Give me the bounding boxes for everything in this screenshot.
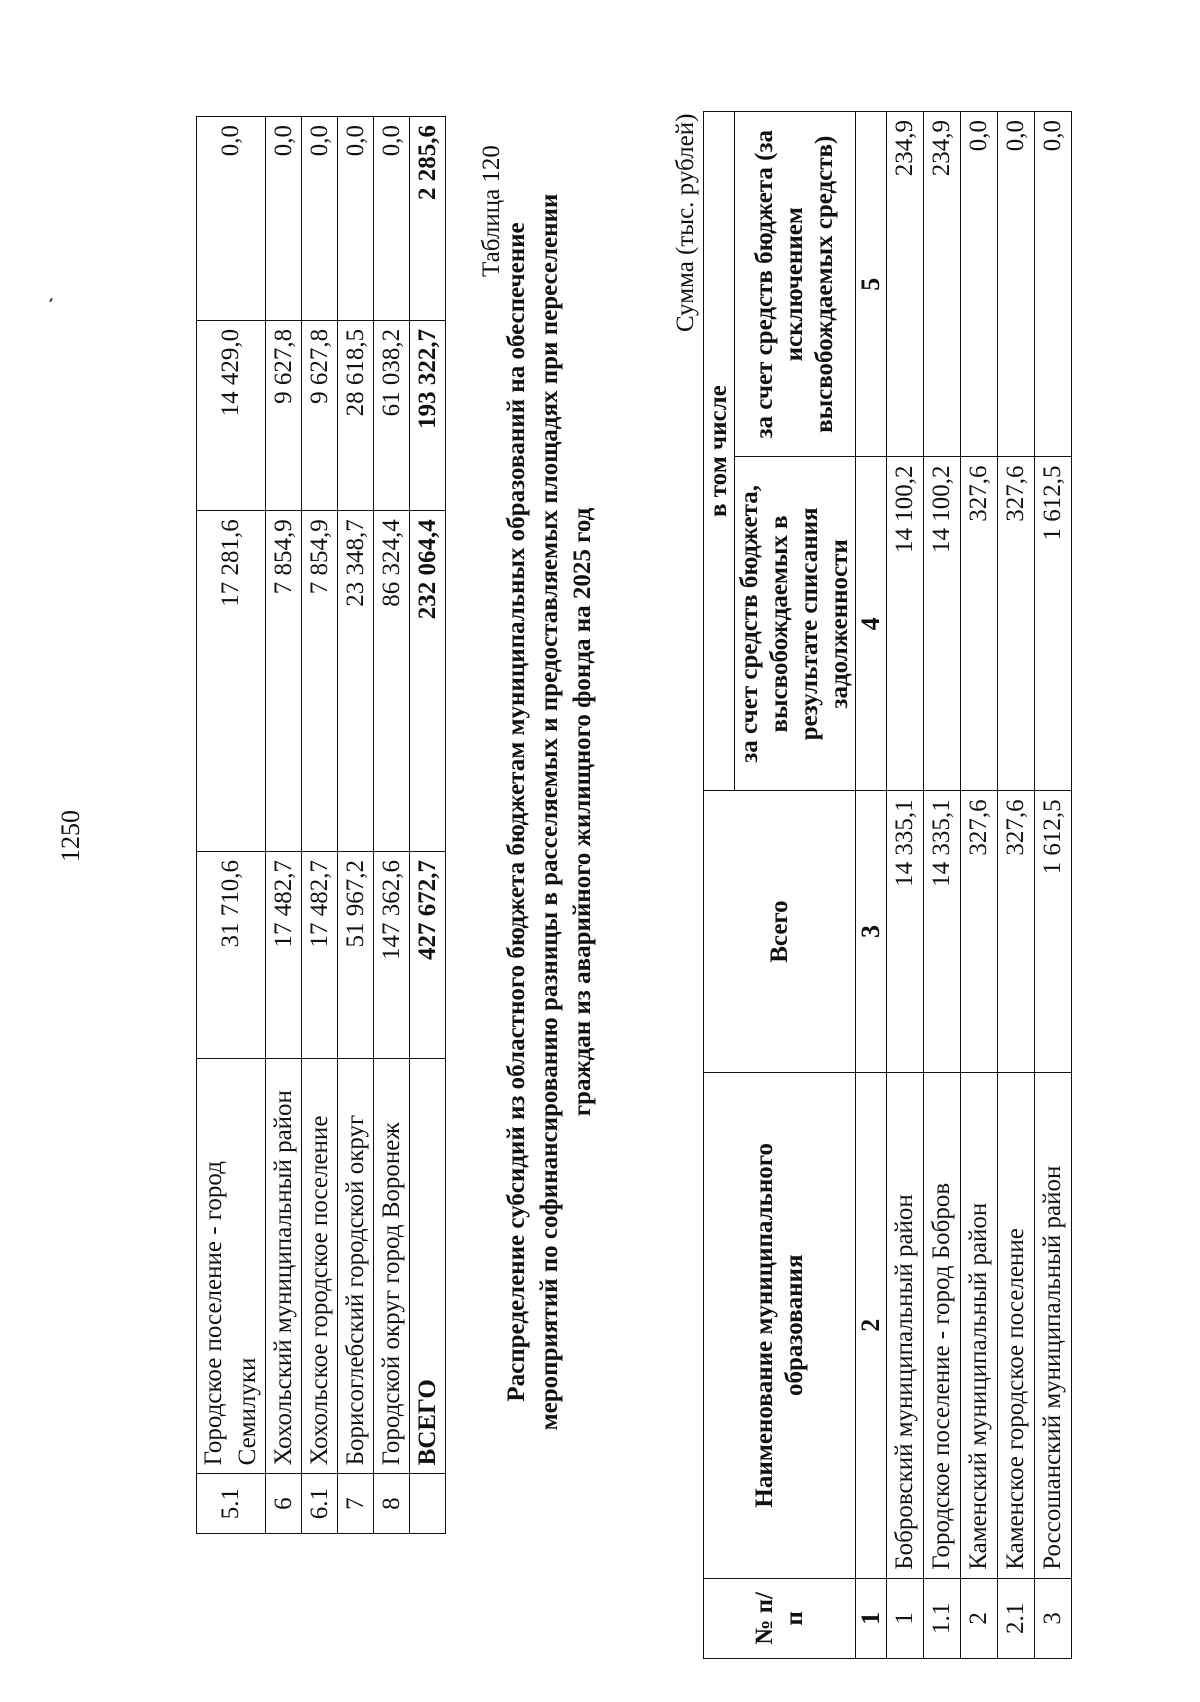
municipality-name: Каменский муниципальный район: [961, 1072, 998, 1578]
colnum-5: 5: [856, 112, 887, 458]
header-total: Всего: [704, 791, 856, 1072]
table-row: [998, 112, 1035, 1659]
row-number: 1.1: [924, 1578, 961, 1658]
value-cell: 7 854,9: [302, 511, 338, 852]
title-line-1: Распределение субсидий из областного бюджета бюджетам муниципальных образований на обеспечение: [503, 222, 530, 1402]
header-name: Наименование муниципального образования: [704, 1072, 856, 1578]
row-number: [410, 1474, 446, 1534]
value-cell: 17 482,7: [302, 852, 338, 1058]
value-cell: 147 362,6: [374, 852, 410, 1058]
value-cell: 2 285,6: [410, 117, 446, 321]
municipality-name: Хохольское городское поселение: [302, 1058, 338, 1474]
value-cell: 0,0: [338, 117, 374, 321]
municipality-name: Городской округ город Воронеж: [374, 1058, 410, 1474]
municipality-name: Россошанский муниципальный район: [1035, 1072, 1072, 1578]
colnum-2: 2: [856, 1072, 887, 1578]
table-row: [266, 117, 302, 1534]
table-row: [338, 117, 374, 1534]
table-row: [302, 117, 338, 1534]
total-row: [410, 117, 446, 1534]
table-row: [961, 112, 998, 1659]
table-title: [500, 102, 599, 1522]
title-line-2: мероприятий по софинансированию разницы в расселяемых и предоставляемых площадях при переселении: [536, 193, 563, 1431]
value-cell: 86 324,4: [374, 511, 410, 852]
municipality-name: Бобровский муниципальный район: [887, 1072, 924, 1578]
value-cell: 0,0: [961, 112, 998, 458]
header-col5: за счет средств бюджета (за исключением высвобождаемых средств): [735, 112, 856, 458]
municipality-name: Хохольский муниципальный район: [266, 1058, 302, 1474]
table-label: Таблица 120: [478, 145, 505, 277]
subsidy-table: [703, 111, 1072, 1659]
municipality-name: Борисоглебский городской округ: [338, 1058, 374, 1474]
total-cell: 1 612,5: [1035, 791, 1072, 1072]
colnum-1: 1: [856, 1578, 887, 1658]
value-cell: 31 710,6: [197, 852, 266, 1058]
page-number: 1250: [56, 810, 85, 862]
row-number: 5.1: [197, 1474, 266, 1534]
value-cell: 14 429,0: [197, 320, 266, 510]
value-cell: 234,9: [887, 112, 924, 458]
total-cell: 327,6: [961, 791, 998, 1072]
value-cell: 1 612,5: [1035, 457, 1072, 791]
value-cell: 427 672,7: [410, 852, 446, 1058]
row-number: 1: [887, 1578, 924, 1658]
units-label: Сумма (тыс. рублей): [672, 113, 699, 332]
value-cell: 61 038,2: [374, 320, 410, 510]
value-cell: 193 322,7: [410, 320, 446, 510]
table-row: [887, 112, 924, 1659]
table-row: [197, 117, 266, 1534]
table-row: [1035, 112, 1072, 1659]
value-cell: 327,6: [998, 457, 1035, 791]
value-cell: 28 618,5: [338, 320, 374, 510]
value-cell: 51 967,2: [338, 852, 374, 1058]
value-cell: 0,0: [998, 112, 1035, 458]
table-row: [924, 112, 961, 1659]
value-cell: 0,0: [197, 117, 266, 321]
municipality-name: Городское поселение - город Семилуки: [197, 1058, 266, 1474]
value-cell: 17 281,6: [197, 511, 266, 852]
value-cell: 0,0: [266, 117, 302, 321]
value-cell: 327,6: [961, 457, 998, 791]
value-cell: 23 348,7: [338, 511, 374, 852]
row-number: 3: [1035, 1578, 1072, 1658]
scan-speck: [49, 298, 53, 302]
row-number: 8: [374, 1474, 410, 1534]
value-cell: 14 100,2: [924, 457, 961, 791]
value-cell: 17 482,7: [266, 852, 302, 1058]
row-number: 2: [961, 1578, 998, 1658]
value-cell: 0,0: [302, 117, 338, 321]
value-cell: 0,0: [374, 117, 410, 321]
value-cell: 234,9: [924, 112, 961, 458]
colnum-4: 4: [856, 457, 887, 791]
row-number: 6.1: [302, 1474, 338, 1534]
total-cell: 14 335,1: [924, 791, 961, 1072]
value-cell: 232 064,4: [410, 511, 446, 852]
colnum-3: 3: [856, 791, 887, 1072]
title-line-3: граждан из аварийного жилищного фонда на 2025 год: [569, 507, 596, 1117]
previous-table: [196, 116, 446, 1534]
municipality-name: Городское поселение - город Бобров: [924, 1072, 961, 1578]
value-cell: 7 854,9: [266, 511, 302, 852]
value-cell: 9 627,8: [266, 320, 302, 510]
municipality-name: Каменское городское поселение: [998, 1072, 1035, 1578]
header-col4: за счет средств бюджета, высвобождаемых в результате списания задолженности: [735, 457, 856, 791]
value-cell: 0,0: [1035, 112, 1072, 458]
value-cell: 9 627,8: [302, 320, 338, 510]
row-number: 7: [338, 1474, 374, 1534]
header-no: № п/п: [704, 1578, 856, 1658]
row-number: 6: [266, 1474, 302, 1534]
total-cell: 327,6: [998, 791, 1035, 1072]
total-cell: 14 335,1: [887, 791, 924, 1072]
municipality-name: ВСЕГО: [410, 1058, 446, 1474]
header-including: в том числе: [704, 112, 735, 791]
value-cell: 14 100,2: [887, 457, 924, 791]
row-number: 2.1: [998, 1578, 1035, 1658]
table-row: [374, 117, 410, 1534]
